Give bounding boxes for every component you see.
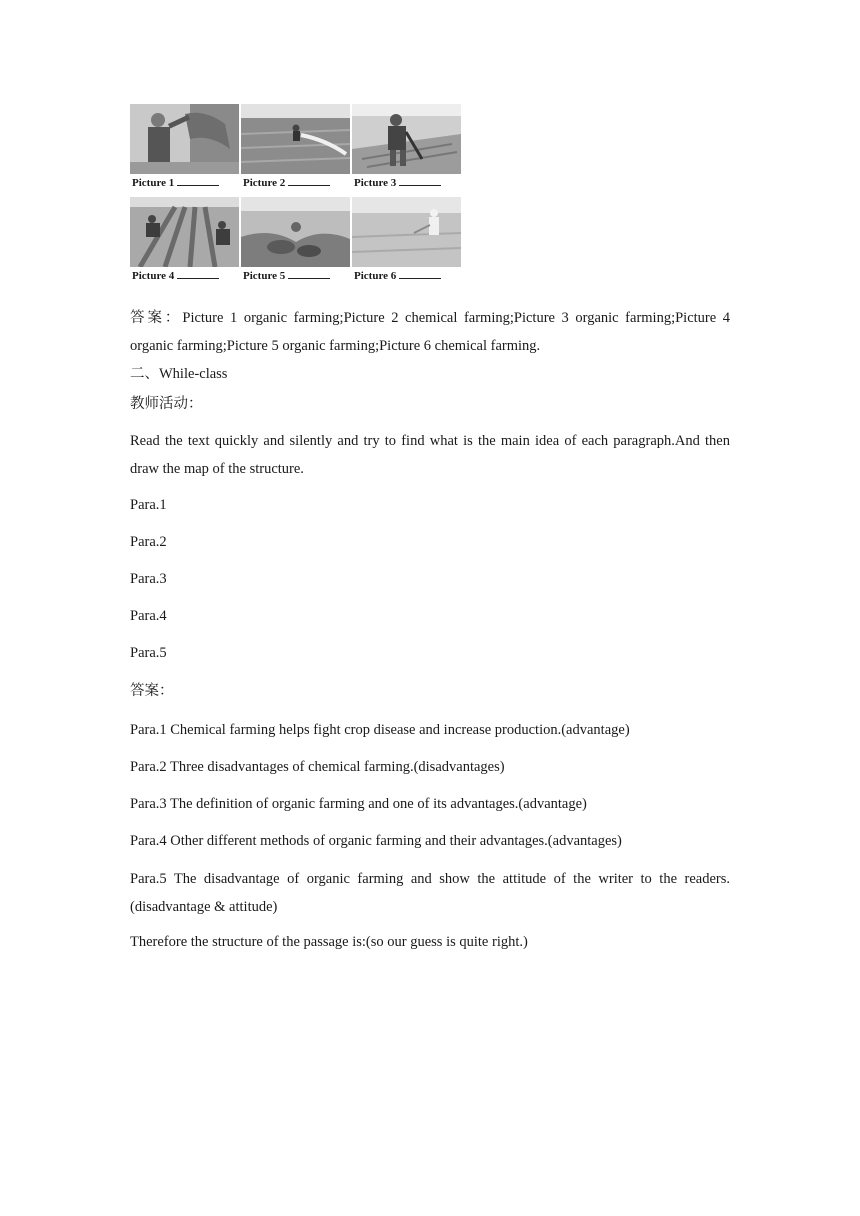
picture-caption: Picture 3 <box>352 174 461 197</box>
picture-grid <box>130 104 460 290</box>
farmer-picking-fruit-photo <box>130 104 239 174</box>
instruction-text: Read the text quickly and silently and try to find what is the main idea of each paragraph.And then draw the map of the structure. <box>130 433 730 477</box>
answer-label: 答案： <box>130 310 183 326</box>
picture-3 <box>352 104 461 197</box>
section-heading: 二、While-class <box>130 366 228 382</box>
para-label-4: Para.4 <box>130 608 167 624</box>
para-label-5: Para.5 <box>130 645 167 661</box>
para-label-2: Para.2 <box>130 534 167 550</box>
picture-caption: Picture 4 <box>130 267 239 290</box>
picture-row-2 <box>130 197 460 290</box>
picture-row-1 <box>130 104 460 197</box>
answer-pictures <box>130 304 730 360</box>
answer-para-2: Para.2 Three disadvantages of chemical farming.(disadvantages) <box>130 759 505 775</box>
pesticide-spraying-photo <box>352 197 461 267</box>
teacher-activity-label: 教师活动： <box>130 396 203 412</box>
picture-5 <box>241 197 350 290</box>
picture-4 <box>130 197 239 290</box>
answer-label: 答案： <box>130 683 174 699</box>
para-label-1: Para.1 <box>130 497 167 513</box>
picture-6 <box>352 197 461 290</box>
picture-1 <box>130 104 239 197</box>
crop-rows-photo <box>130 197 239 267</box>
picture-caption: Picture 6 <box>352 267 461 290</box>
picture-caption: Picture 5 <box>241 267 350 290</box>
answer-para-3: Para.3 The definition of organic farming and one of its advantages.(advantage) <box>130 796 587 812</box>
picture-caption: Picture 2 <box>241 174 350 197</box>
answer-para-1: Para.1 Chemical farming helps fight crop disease and increase production.(advantage) <box>130 722 630 738</box>
answer-para-4: Para.4 Other different methods of organic farming and their advantages.(advantages) <box>130 833 622 849</box>
farmer-hoeing-photo <box>352 104 461 174</box>
answer-para-5: Para.5 The disadvantage of organic farming and show the attitude of the writer to the readers.(disadvantage & attitude) <box>130 871 730 915</box>
answer-text: Picture 1 organic farming;Picture 2 chemical farming;Picture 3 organic farming;Picture 4 organic farming;Picture 5 organic farming;Picture 6 chemical farming. <box>130 310 731 354</box>
picture-2 <box>241 104 350 197</box>
para-label-3: Para.3 <box>130 571 167 587</box>
conclusion-text: Therefore the structure of the passage is:(so our guess is quite right.) <box>130 934 528 950</box>
compost-photo <box>241 197 350 267</box>
field-spraying-photo <box>241 104 350 174</box>
picture-caption: Picture 1 <box>130 174 239 197</box>
